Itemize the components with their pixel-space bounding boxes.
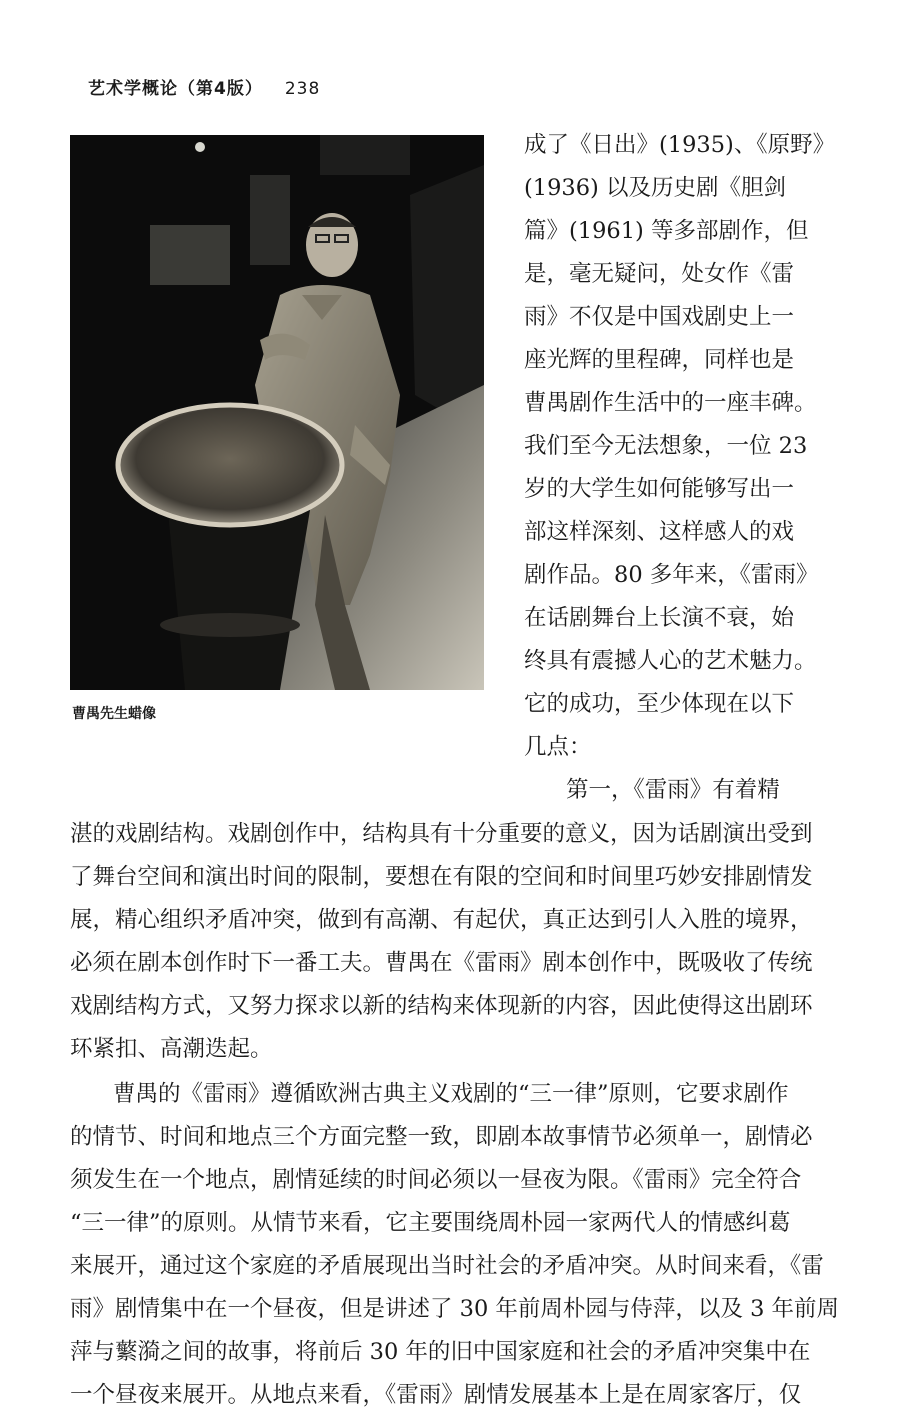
text-line: 的情节、时间和地点三个方面完整一致，即剧本故事情节必须单一，剧情必 — [70, 1124, 813, 1150]
text-line: 曹禺的《雷雨》遵循欧洲古典主义戏剧的“三一律”原则，它要求剧作 — [113, 1081, 789, 1107]
text-line: 部这样深刻、这样感人的戏 — [524, 519, 795, 545]
text-line: 戏剧结构方式，又努力探求以新的结构来体现新的内容，因此使得这出剧环 — [70, 993, 813, 1019]
text-line: 座光辉的里程碑，同样也是 — [524, 347, 795, 373]
text-line: 雨》不仅是中国戏剧史上一 — [524, 304, 795, 330]
text-line: 它的成功，至少体现在以下 — [524, 691, 795, 717]
text-line: 篇》(1961) 等多部剧作，但 — [524, 218, 809, 244]
figure-caption: 曹禺先生蜡像 — [72, 706, 156, 722]
text-line: 终具有震撼人心的艺术魅力。 — [524, 648, 817, 674]
text-line: 须发生在一个地点，剧情延续的时间必须以一昼夜为限。《雷雨》完全符合 — [70, 1167, 802, 1193]
text-line: 必须在剧本创作时下一番工夫。曹禺在《雷雨》剧本创作中，既吸收了传统 — [70, 950, 813, 976]
text-line: 岁的大学生如何能够写出一 — [524, 476, 795, 502]
text-line: 来展开，通过这个家庭的矛盾展现出当时社会的矛盾冲突。从时间来看，《雷 — [70, 1253, 824, 1279]
photo-image — [70, 135, 484, 690]
text-line: 成了《日出》(1935)、《原野》 — [524, 132, 836, 158]
text-line: (1936) 以及历史剧《胆剑 — [524, 175, 786, 201]
text-line: 曹禺剧作生活中的一座丰碑。 — [524, 390, 817, 416]
text-line: 雨》剧情集中在一个昼夜，但是讲述了 30 年前周朴园与侍萍，以及 3 年前周 — [70, 1296, 840, 1322]
text-line: “三一律”的原则。从情节来看，它主要围绕周朴园一家两代人的情感纠葛 — [70, 1210, 791, 1236]
wax-figure-photo — [70, 135, 484, 690]
running-header — [88, 74, 320, 99]
text-line: 在话剧舞台上长演不衰，始 — [524, 605, 795, 631]
text-line: 展，精心组织矛盾冲突，做到有高潮、有起伏，真正达到引人入胜的境界， — [70, 907, 813, 933]
book-title: 艺术学概论（第4版） — [88, 79, 263, 99]
page-number: 238 — [284, 79, 321, 99]
text-line: 几点： — [524, 734, 592, 760]
text-line: 湛的戏剧结构。戏剧创作中，结构具有十分重要的意义，因为话剧演出受到 — [70, 821, 813, 847]
text-line: 是，毫无疑问，处女作《雷 — [524, 261, 795, 287]
paragraph-opening-line: 第一，《雷雨》有着精 — [566, 777, 780, 803]
text-line: 我们至今无法想象，一位 23 — [524, 433, 808, 459]
text-line: 环紧扣、高潮迭起。 — [70, 1036, 273, 1062]
text-line: 一个昼夜来展开。从地点来看，《雷雨》剧情发展基本上是在周家客厅，仅 — [70, 1382, 802, 1408]
text-line: 了舞台空间和演出时间的限制，要想在有限的空间和时间里巧妙安排剧情发 — [70, 864, 813, 890]
text-line: 萍与蘩漪之间的故事，将前后 30 年的旧中国家庭和社会的矛盾冲突集中在 — [70, 1339, 811, 1365]
text-line: 剧作品。80 多年来，《雷雨》 — [524, 562, 819, 588]
